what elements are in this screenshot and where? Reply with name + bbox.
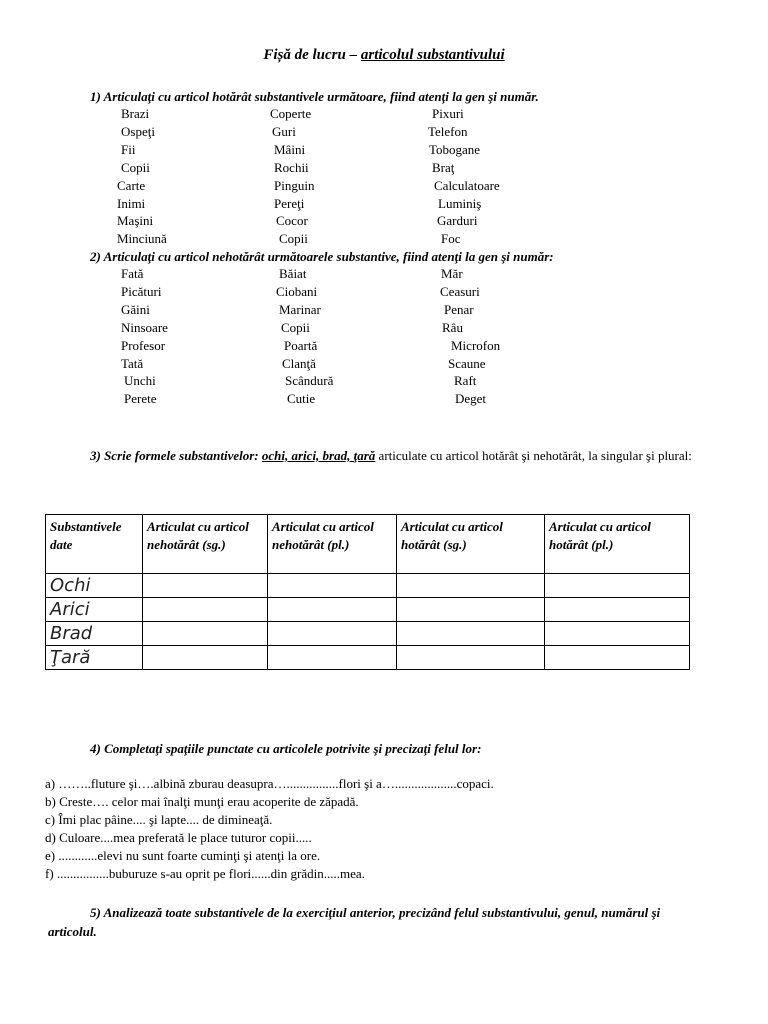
table-cell-empty[interactable] — [397, 574, 545, 598]
exercise-5-instruction — [48, 903, 708, 941]
word-item: Pereţi — [274, 195, 305, 211]
fill-line-a: a) ……..fluture şi….albină zburau deasupra…................flori şi a…...................copaci. — [45, 776, 494, 791]
word-item: Ceasuri — [440, 283, 480, 299]
table-row — [46, 598, 690, 622]
table-cell-empty[interactable] — [268, 646, 397, 670]
table-cell-empty[interactable] — [397, 622, 545, 646]
word-item: Luminiş — [438, 195, 482, 211]
word-item: Braţ — [432, 159, 455, 175]
word-item: Telefon — [428, 123, 468, 139]
exercise-4-heading: 4) Completaţi spaţiile punctate cu articolele potrivite şi precizaţi felul lor: — [90, 741, 482, 756]
word-item: Deget — [455, 391, 487, 407]
exercise-3-rest: articulate cu articol hotărât şi nehotărât, la singular şi plural: — [375, 448, 692, 463]
word-item: Copii — [121, 159, 150, 175]
word-item: Penar — [444, 301, 474, 317]
word-item: Ciobani — [276, 283, 318, 299]
exercise-3-words: ochi, arici, brad, ţară — [261, 448, 376, 463]
table-row-noun: Brad — [46, 622, 143, 646]
table-header: Articulat cu articol nehotărât (sg.) — [143, 515, 268, 574]
word-item: Guri — [272, 123, 296, 139]
word-item: Măr — [441, 266, 463, 281]
word-item: Carte — [117, 177, 146, 193]
title-underlined: articolul substantivului — [360, 47, 505, 63]
fill-line-b: b) Creste…. celor mai înalţi munţi erau acoperite de zăpadă. — [45, 794, 359, 809]
word-item: Poartă — [284, 337, 318, 353]
articles-table — [45, 514, 690, 670]
word-item: Maşini — [117, 213, 154, 229]
exercise-3-instruction — [48, 446, 698, 465]
table-cell-empty[interactable] — [545, 574, 690, 598]
word-item: Pixuri — [432, 106, 464, 121]
table-cell-empty[interactable] — [143, 622, 268, 646]
word-item: Mâini — [274, 141, 306, 157]
table-header: Articulat cu articol hotărât (pl.) — [545, 515, 690, 574]
table-header: Articulat cu articol nehotărât (pl.) — [268, 515, 397, 574]
table-cell-empty[interactable] — [268, 622, 397, 646]
table-cell-empty[interactable] — [545, 598, 690, 622]
exercise-1-heading: 1) Articulaţi cu articol hotărât substantivele următoare, fiind atenţi la gen şi număr. — [90, 89, 539, 104]
table-cell-empty[interactable] — [268, 574, 397, 598]
table-cell-empty[interactable] — [268, 598, 397, 622]
table-cell-empty[interactable] — [545, 646, 690, 670]
word-item: Râu — [442, 319, 463, 335]
word-item: Coperte — [270, 106, 312, 121]
word-item: Băiat — [279, 266, 307, 281]
word-item: Scândură — [285, 373, 334, 389]
table-header: Substantivele date — [46, 515, 143, 574]
word-item: Găini — [121, 301, 150, 317]
table-cell-empty[interactable] — [143, 598, 268, 622]
word-item: Tobogane — [429, 141, 481, 157]
table-row-noun: Ochi — [46, 574, 143, 598]
word-item: Inimi — [117, 195, 146, 211]
word-item: Scaune — [448, 355, 486, 371]
table-cell-empty[interactable] — [397, 598, 545, 622]
fill-line-c: c) Îmi plac pâine.... şi lapte.... de dimineaţă. — [45, 812, 273, 827]
word-item: Garduri — [437, 213, 478, 229]
table-cell-empty[interactable] — [545, 622, 690, 646]
word-item: Cutie — [287, 391, 316, 407]
word-item: Tată — [121, 355, 144, 371]
word-item: Calculatoare — [434, 177, 500, 193]
word-item: Picături — [121, 283, 162, 299]
word-item: Microfon — [451, 337, 501, 353]
table-row-noun: Ţară — [46, 646, 143, 670]
word-item: Foc — [441, 231, 461, 247]
table-cell-empty[interactable] — [143, 574, 268, 598]
table-row — [46, 574, 690, 598]
word-item: Raft — [454, 373, 477, 389]
word-item: Cocor — [276, 213, 308, 229]
word-item: Fată — [121, 266, 144, 281]
table-row — [46, 622, 690, 646]
word-item: Ninsoare — [121, 319, 168, 335]
word-item: Copii — [279, 231, 308, 247]
word-item: Ospeţi — [121, 123, 155, 139]
fill-line-e: e) ............elevi nu sunt foarte cuminţi şi atenţi la ore. — [45, 848, 321, 863]
word-item: Minciună — [117, 231, 167, 247]
word-item: Pinguin — [274, 177, 315, 193]
table-row — [46, 646, 690, 670]
word-item: Clanţă — [282, 355, 316, 371]
exercise-3-lead: 3) Scrie formele substantivelor: — [90, 448, 262, 463]
table-cell-empty[interactable] — [397, 646, 545, 670]
title-prefix: Fișă de lucru – — [263, 47, 361, 63]
word-item: Copii — [281, 319, 310, 335]
word-item: Profesor — [121, 337, 166, 353]
word-item: Unchi — [124, 373, 156, 389]
table-cell-empty[interactable] — [143, 646, 268, 670]
table-header: Articulat cu articol hotărât (sg.) — [397, 515, 545, 574]
word-item: Marinar — [279, 301, 321, 317]
table-row-noun: Arici — [46, 598, 143, 622]
table-header-row — [46, 515, 690, 574]
exercise-2-heading: 2) Articulaţi cu articol nehotărât următoarele substantive, fiind atenţi la gen şi număr: — [90, 249, 554, 264]
word-item: Rochii — [274, 159, 309, 175]
word-item: Perete — [124, 391, 157, 407]
fill-line-f: f) ................buburuze s-au oprit pe flori......din grădin.....mea. — [45, 866, 365, 881]
page-title — [0, 47, 768, 64]
word-item: Fii — [121, 141, 136, 157]
exercise-5-text: 5) Analizează toate substantivele de la exerciţiul anterior, precizând felul substantivului, genul, numărul şi articolul. — [48, 905, 661, 939]
fill-line-d: d) Culoare....mea preferată le place tuturor copii..... — [45, 830, 312, 845]
word-item: Brazi — [121, 106, 150, 121]
